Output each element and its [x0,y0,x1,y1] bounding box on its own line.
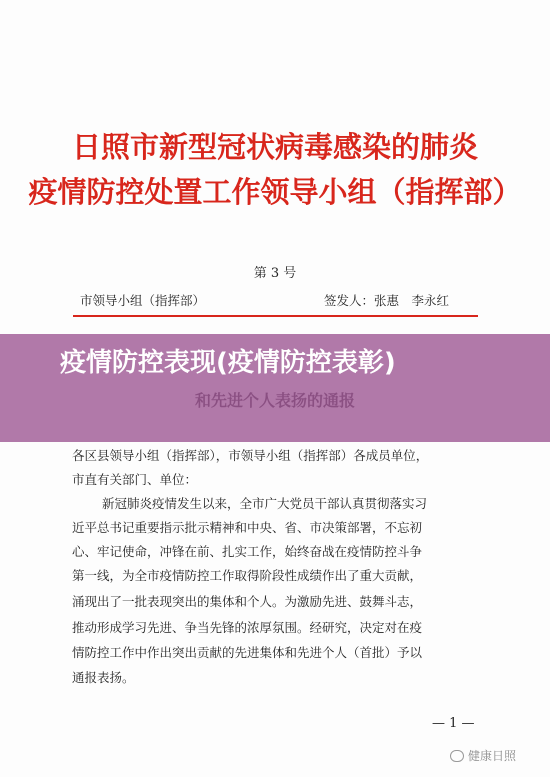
body-line: 第一线，为全市疫情防控工作取得阶段性成绩作出了重大贡献， [72,568,423,583]
body-line: 通报表扬。 [72,670,135,685]
banner-title: 疫情防控表现(疫情防控表彰) [60,348,396,378]
body-line: 近平总书记重要指示批示精神和中央、省、市决策部署，不忘初 [72,520,423,535]
watermark-text: 健康日照 [468,749,517,763]
body-line: 情防控工作中作出突出贡献的先进集体和先进个人（首批）予以 [72,645,423,660]
document-number: 第 3 号 [253,266,297,281]
wechat-icon [450,750,464,762]
watermark [450,747,516,764]
salutation-line: 各区县领导小组（指挥部），市领导小组（指挥部）各成员单位， [72,448,429,463]
issuer: 市领导小组（指挥部） [80,293,206,308]
red-divider [73,315,478,317]
body-line: 新冠肺炎疫情发生以来，全市广大党员干部认真贯彻落实习 [102,496,428,511]
salutation-line: 市直有关部门、单位： [72,472,198,487]
page-number: — 1 — [432,716,475,731]
document-title-line1: 日照市新型冠状病毒感染的肺炎 [71,130,478,164]
body-line: 推动形成学习先进、争当先锋的浓厚氛围。经研究，决定对在疫 [72,620,423,635]
body-line: 心、牢记使命，冲锋在前、扎实工作，始终奋战在疫情防控斗争 [72,544,423,559]
document-title-line2: 疫情防控处置工作领导小组（指挥部） [28,175,522,209]
body-line: 涌现出了一批表现突出的集体和个人。为激励先进、鼓舞斗志， [72,594,423,609]
signer: 签发人：张惠 李永红 [324,293,450,308]
